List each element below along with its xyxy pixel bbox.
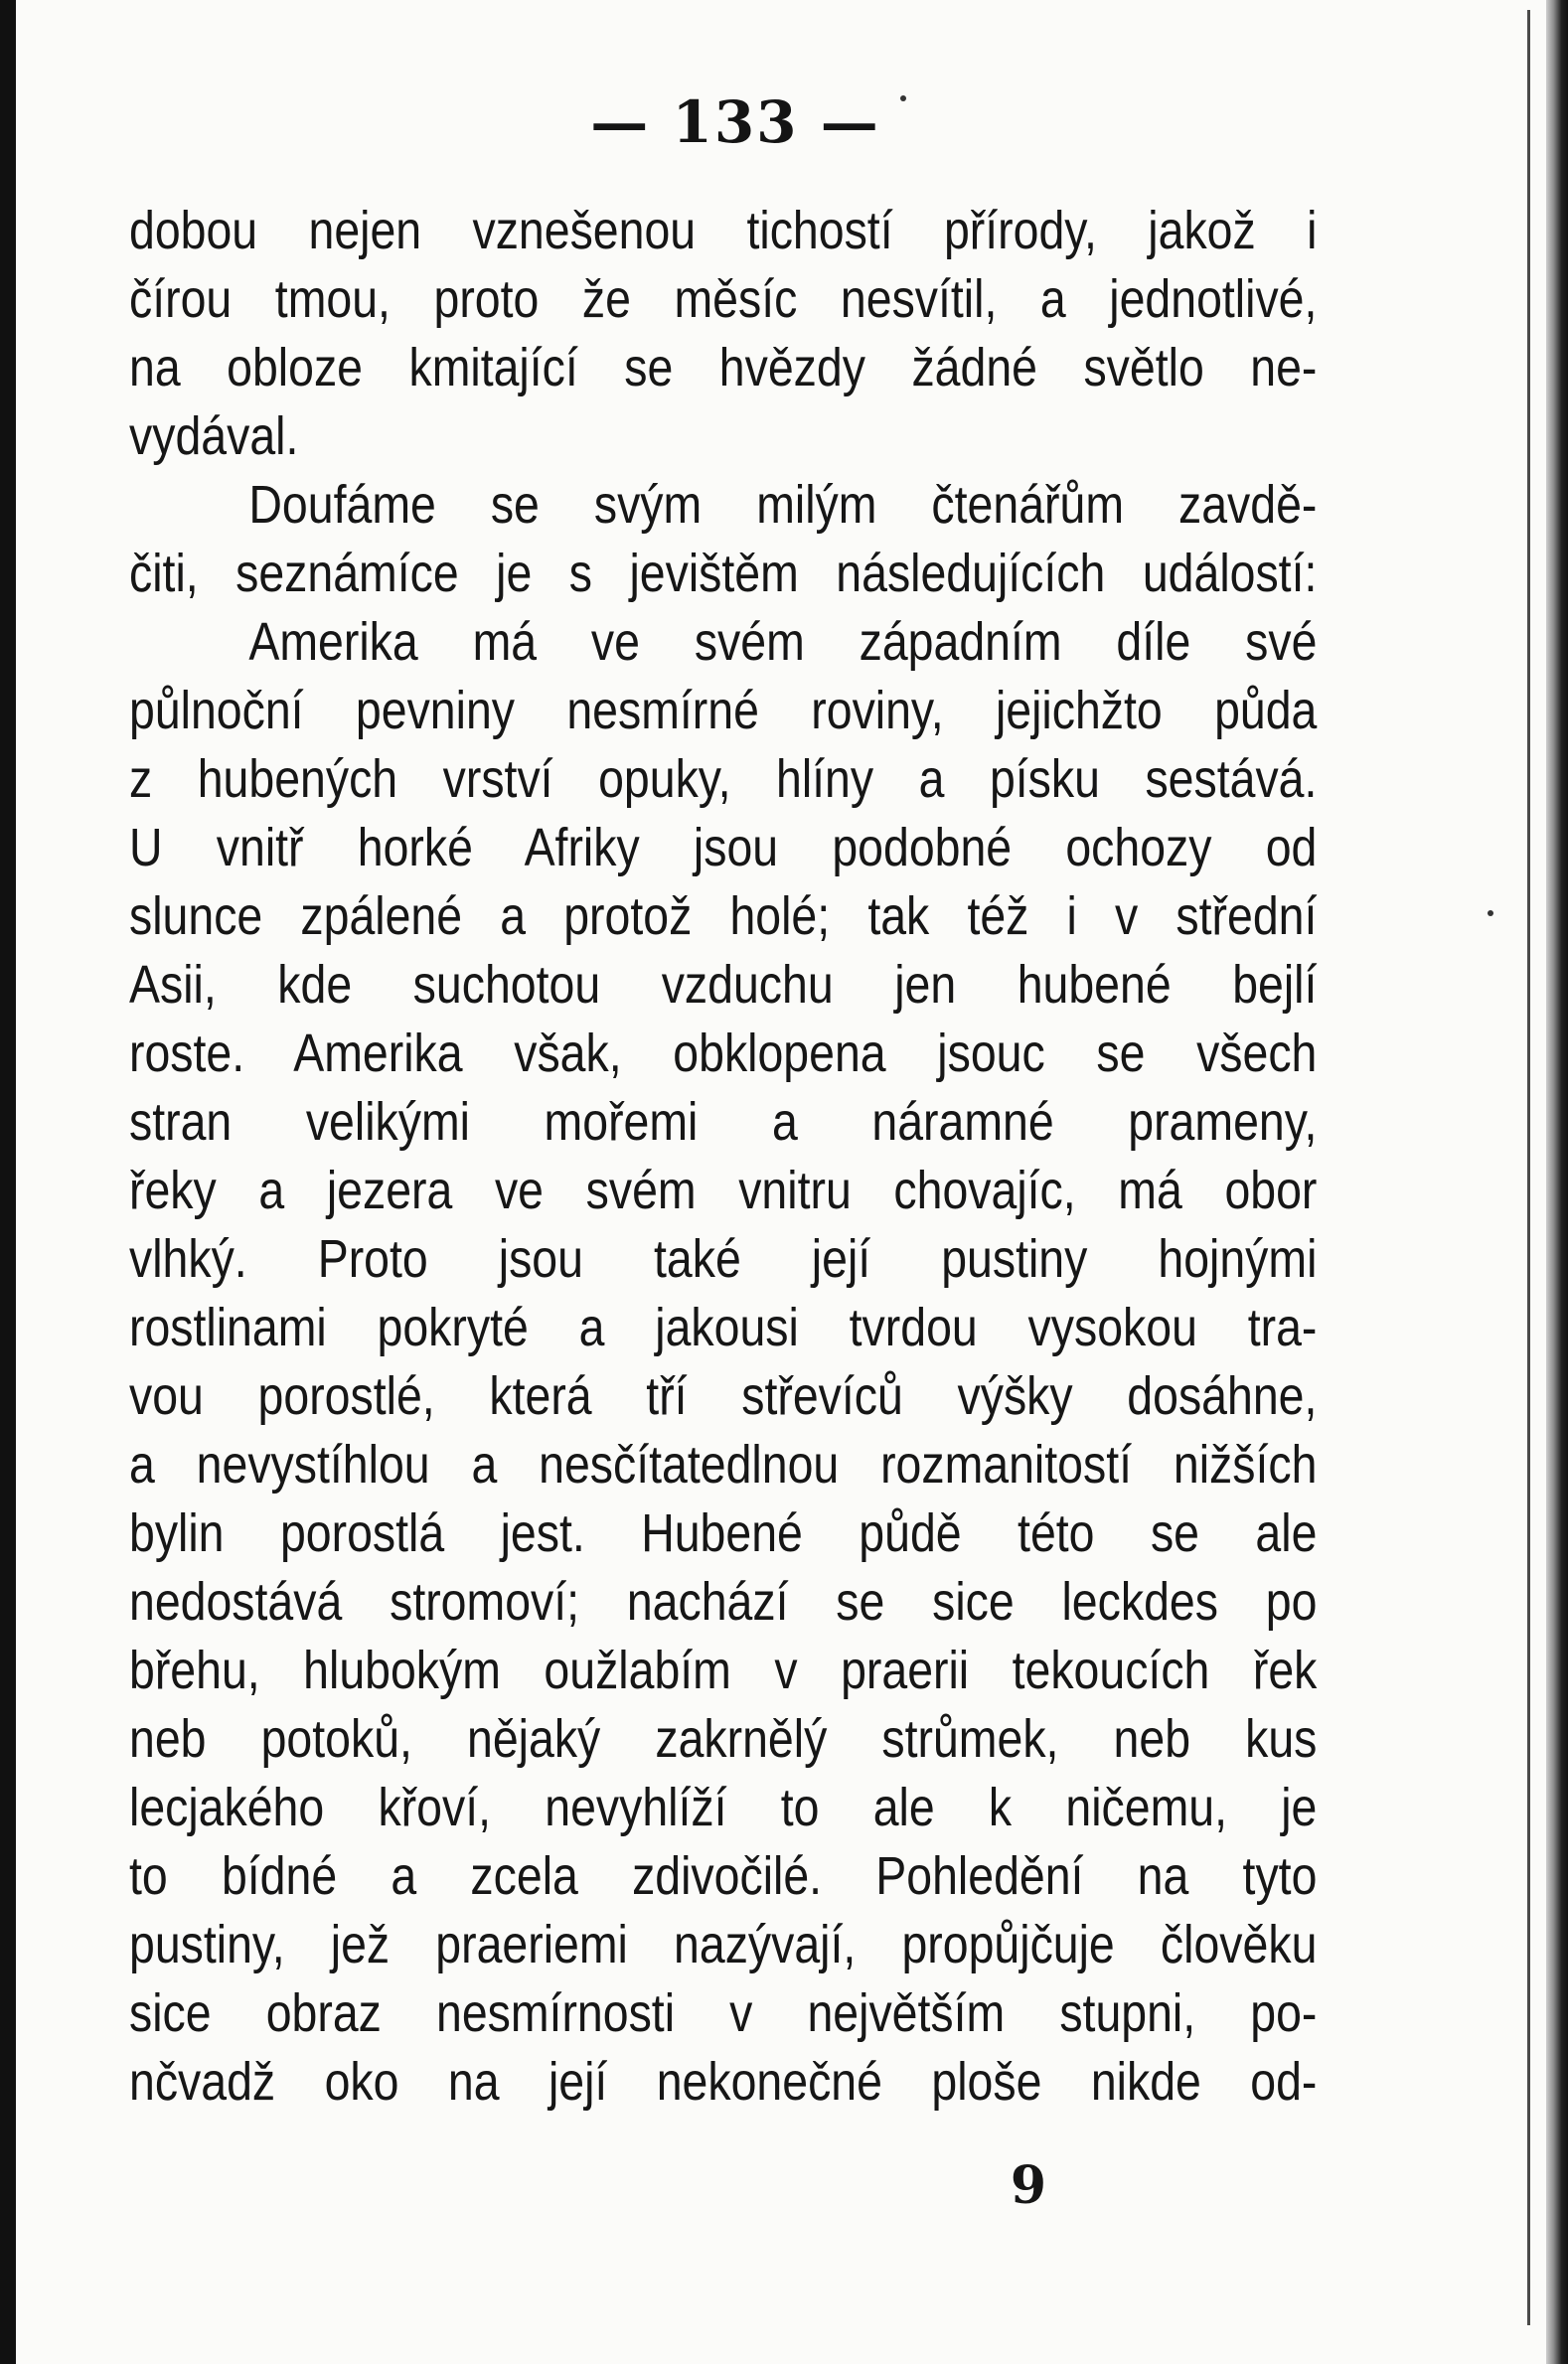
text-line: vou porostlé, která tří střevíců výšky dosáhne, [129,1366,1318,1426]
text-line: na obloze kmitající se hvězdy žádné světlo ne- [129,338,1318,397]
text-line: vydával. [129,406,299,466]
text-line: nedostává stromoví; nachází se sice leckdes po [129,1572,1318,1632]
body-text [129,197,1318,2117]
text-line: Amerika má ve svém západním díle své [248,612,1318,672]
text-line: půlnoční pevniny nesmírné roviny, jejichžto půda [129,681,1318,740]
signature-mark: 9 [1010,2155,1047,2216]
text-line: sice obraz nesmírnosti v největším stupni, po- [129,1983,1318,2043]
text-line: břehu, hlubokým oužlabím v praerii tekoucích řek [129,1641,1318,1700]
text-line: slunce zpálené a protož holé; tak též i v střední [129,886,1318,946]
speck [900,95,906,101]
text-line: Doufáme se svým milým čtenářům zavdě- [248,475,1318,535]
text-line: roste. Amerika však, obklopena jsouc se všech [129,1024,1318,1083]
text-line: nčvadž oko na její nekonečné ploše nikde od- [129,2052,1318,2112]
text-line: a nevystíhlou a nesčítatedlnou rozmanitostí nižších [129,1435,1318,1495]
text-line: čiti, seznámíce je s jevištěm následujících událostí: [129,544,1318,603]
right-margin-line [1527,10,1530,2325]
text-line: to bídné a zcela zdivočilé. Pohledění na tyto [129,1846,1318,1906]
left-page-edge [0,0,16,2364]
text-line: pustiny, jež praeriemi nazývají, propůjčuje člověku [129,1915,1318,1974]
text-line: bylin porostlá jest. Hubené půdě této se ale [129,1503,1318,1563]
text-line: z hubených vrství opuky, hlíny a písku sestává. [129,749,1318,809]
speck [1488,910,1493,916]
text-line: stran velikými mořemi a náramné prameny, [129,1092,1318,1152]
page-number-header: — 133 — [590,88,880,156]
text-line: dobou nejen vznešenou tichostí přírody, jakož i [129,201,1318,260]
text-line: neb potoků, nějaký zakrnělý strůmek, neb kus [129,1709,1318,1769]
text-line: čírou tmou, proto že měsíc nesvítil, a jednotlivé, [129,269,1318,329]
text-line: vlhký. Proto jsou také její pustiny hojnými [129,1229,1318,1289]
text-line: lecjakého křoví, nevyhlíží to ale k ničemu, je [129,1778,1318,1837]
text-line: rostlinami pokryté a jakousi tvrdou vysokou tra- [129,1298,1318,1357]
text-line: řeky a jezera ve svém vnitru chovajíc, má obor [129,1161,1318,1220]
right-page-edge [1546,0,1568,2364]
text-line: Asii, kde suchotou vzduchu jen hubené bejlí [129,955,1318,1015]
text-line: U vnitř horké Afriky jsou podobné ochozy od [129,818,1318,877]
